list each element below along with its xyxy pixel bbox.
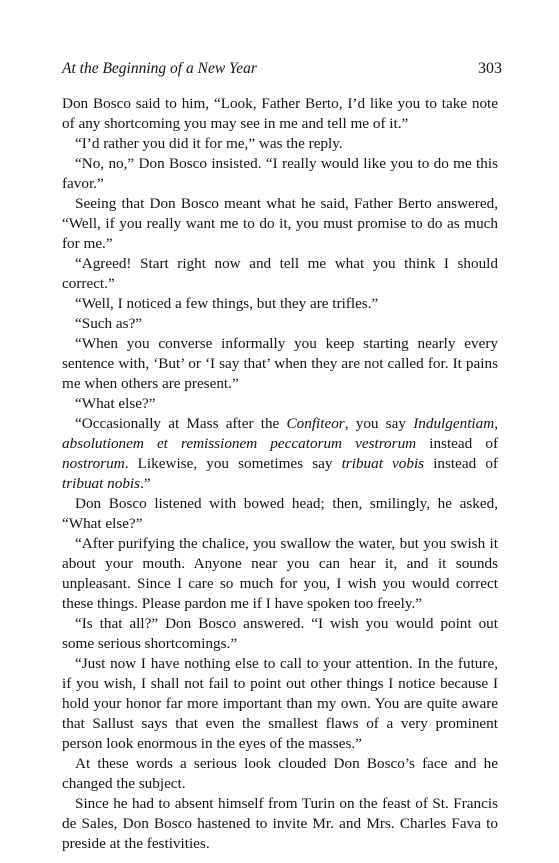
- paragraph: [62, 794, 498, 854]
- text-run: Don Bosco said to him, “Look, Father Berto, I’d like you to take note of any shortcoming you may see in me and tell me of it.”: [62, 95, 498, 132]
- text-run: “Occasionally at Mass after the: [75, 415, 287, 432]
- italic-text: tribuat vobis: [341, 455, 425, 472]
- text-run: “I’d rather you did it for me,” was the reply.: [75, 135, 343, 152]
- paragraph: [62, 94, 498, 134]
- text-run: “When you converse informally you keep starting nearly every sentence with, ‘But’ or ‘I say that’ when they are not called for. It pains me when others are present.”: [62, 335, 498, 392]
- paragraph: [62, 254, 498, 294]
- paragraph: [62, 134, 498, 154]
- italic-text: tribuat nobis: [62, 475, 141, 492]
- paragraph: [62, 754, 498, 794]
- paragraph: [62, 154, 498, 194]
- paragraph: [62, 494, 498, 534]
- italic-text: nostrorum: [62, 455, 125, 472]
- text-run: instead of: [416, 435, 499, 452]
- paragraph: [62, 314, 498, 334]
- text-run: “No, no,” Don Bosco insisted. “I really would like you to do me this favor.”: [62, 155, 498, 192]
- paragraph: [62, 294, 498, 314]
- paragraph: [62, 534, 498, 614]
- text-run: “Such as?”: [75, 315, 143, 332]
- paragraph: [62, 334, 498, 394]
- text-run: . Likewise, you sometimes say: [124, 455, 342, 472]
- paragraph: [62, 414, 498, 494]
- text-run: .”: [140, 475, 151, 492]
- running-title: At the Beginning of a New Year: [62, 60, 257, 77]
- text-run: At these words a serious look clouded Don Bosco’s face and he changed the subject.: [62, 755, 498, 792]
- text-run: “Just now I have nothing else to call to your attention. In the future, if you wish, I shall not fail to point out other things I notice because I hold your honor far more important than my own. You are quite aware that Sallust says that even the smallest flaws of a very prominent person look enormous in the eyes of the masses.”: [62, 655, 498, 752]
- text-run: , you say: [344, 415, 414, 432]
- text-run: Seeing that Don Bosco meant what he said, Father Berto answered, “Well, if you really want me to do it, you must promise to do as much for me.”: [62, 195, 498, 252]
- page-number: 303: [478, 60, 502, 77]
- text-run: instead of: [424, 455, 498, 472]
- text-run: “After purifying the chalice, you swallow the water, but you swish it about your mouth. Anyone near you can hear it, and it sounds unpleasant. Since I care so much for you, I wish you would correct these things. Please pardon me if I have spoken too freely.”: [62, 535, 498, 612]
- paragraph: [62, 614, 498, 654]
- text-run: “Is that all?” Don Bosco answered. “I wish you would point out some serious shortcomings.”: [62, 615, 498, 652]
- body-text: [62, 94, 498, 854]
- running-head: [62, 60, 502, 82]
- text-run: “What else?”: [75, 395, 156, 412]
- text-run: Since he had to absent himself from Turin on the feast of St. Francis de Sales, Don Bosco hastened to invite Mr. and Mrs. Charles Fava to preside at the festivities.: [62, 795, 498, 852]
- text-run: “Well, I noticed a few things, but they are trifles.”: [75, 295, 379, 312]
- text-run: “Agreed! Start right now and tell me what you think I should correct.”: [62, 255, 498, 292]
- paragraph: [62, 394, 498, 414]
- paragraph: [62, 654, 498, 754]
- italic-text: Indulgentiam, absolutionem et remissionem peccatorum vestrorum: [62, 415, 498, 452]
- italic-text: Confiteor: [286, 415, 345, 432]
- text-run: Don Bosco listened with bowed head; then, smilingly, he asked, “What else?”: [62, 495, 498, 532]
- paragraph: [62, 194, 498, 254]
